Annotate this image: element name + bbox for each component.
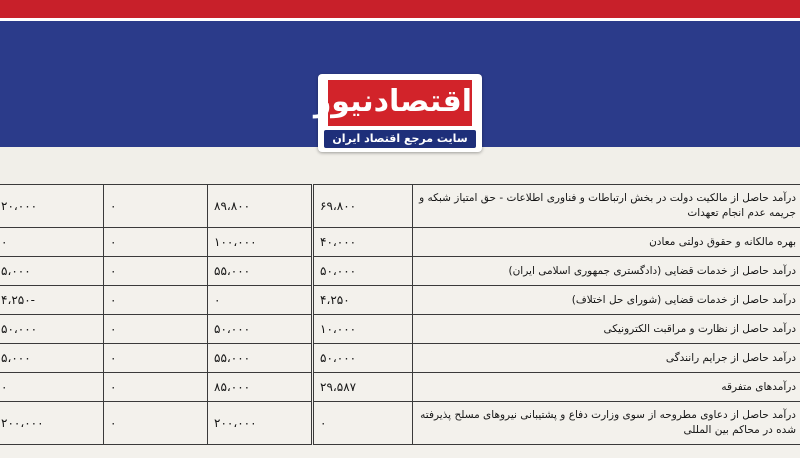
cell-description: درآمد حاصل از خدمات قضایی (دادگستری جمهوری اسلامی ایران) xyxy=(413,257,800,286)
cell-proposed: ۸۹،۸۰۰ xyxy=(208,185,313,228)
cell-col2: ۰ xyxy=(104,344,208,373)
logo-wordmark: اقتصادنیوز xyxy=(328,80,472,126)
cell-difference: ۰ xyxy=(0,373,104,402)
cell-difference: ۵،۰۰۰ xyxy=(0,344,104,373)
table-row xyxy=(0,228,800,257)
logo-tagline: سایت مرجع اقتصاد ایران xyxy=(324,130,476,148)
cell-approved: ۶۹،۸۰۰ xyxy=(313,185,413,228)
cell-col2: ۰ xyxy=(104,315,208,344)
cell-col2: ۰ xyxy=(104,257,208,286)
cell-approved: ۰ xyxy=(313,402,413,445)
cell-approved: ۵۰،۰۰۰ xyxy=(313,344,413,373)
cell-col2: ۰ xyxy=(104,286,208,315)
cell-description: درآمد حاصل از نظارت و مراقبت الکترونیکی xyxy=(413,315,800,344)
cell-approved: ۲۹،۵۸۷ xyxy=(313,373,413,402)
site-logo[interactable] xyxy=(314,74,482,152)
cell-approved: ۴۰،۰۰۰ xyxy=(313,228,413,257)
cell-difference: ۵۰،۰۰۰ xyxy=(0,315,104,344)
cell-approved: ۱۰،۰۰۰ xyxy=(313,315,413,344)
table-row xyxy=(0,373,800,402)
cell-proposed: ۱۰۰،۰۰۰ xyxy=(208,228,313,257)
budget-document xyxy=(0,184,800,458)
cell-proposed: ۸۵،۰۰۰ xyxy=(208,373,313,402)
cell-description: درآمد حاصل از دعاوی مطروحه از سوی وزارت دفاع و پشتیبانی نیروهای مسلح پذیرفته شده در محاکم بین المللی xyxy=(413,402,800,445)
cell-approved: ۵۰،۰۰۰ xyxy=(313,257,413,286)
cell-proposed: ۵۰،۰۰۰ xyxy=(208,315,313,344)
cell-description: درآمد حاصل از خدمات قضایی (شورای حل اختلاف) xyxy=(413,286,800,315)
cell-difference: ۲۰،۰۰۰ xyxy=(0,185,104,228)
budget-table xyxy=(0,184,800,445)
cell-col2: ۰ xyxy=(104,228,208,257)
table-row xyxy=(0,402,800,445)
cell-description: درآمدهای متفرقه xyxy=(413,373,800,402)
cell-proposed: ۰ xyxy=(208,286,313,315)
cell-difference: -۴،۲۵۰ xyxy=(0,286,104,315)
cell-proposed: ۵۵،۰۰۰ xyxy=(208,344,313,373)
cell-proposed: ۵۵،۰۰۰ xyxy=(208,257,313,286)
cell-description: درآمد حاصل از جرایم رانندگی xyxy=(413,344,800,373)
table-row xyxy=(0,185,800,228)
table-row xyxy=(0,286,800,315)
table-row xyxy=(0,315,800,344)
cell-proposed: ۲۰۰،۰۰۰ xyxy=(208,402,313,445)
cell-col2: ۰ xyxy=(104,402,208,445)
cell-description: بهره مالکانه و حقوق دولتی معادن xyxy=(413,228,800,257)
top-red-bar xyxy=(0,0,800,18)
table-row xyxy=(0,257,800,286)
cell-col2: ۰ xyxy=(104,185,208,228)
cell-difference: ۰ xyxy=(0,228,104,257)
cell-difference: ۵،۰۰۰ xyxy=(0,257,104,286)
table-row xyxy=(0,344,800,373)
cell-description: درآمد حاصل از مالکیت دولت در بخش ارتباطات و فناوری اطلاعات - حق امتیاز شبکه و جریمه عدم انجام تعهدات xyxy=(413,185,800,228)
cell-approved: ۴،۲۵۰ xyxy=(313,286,413,315)
cell-difference: ۲۰۰،۰۰۰ xyxy=(0,402,104,445)
cell-col2: ۰ xyxy=(104,373,208,402)
